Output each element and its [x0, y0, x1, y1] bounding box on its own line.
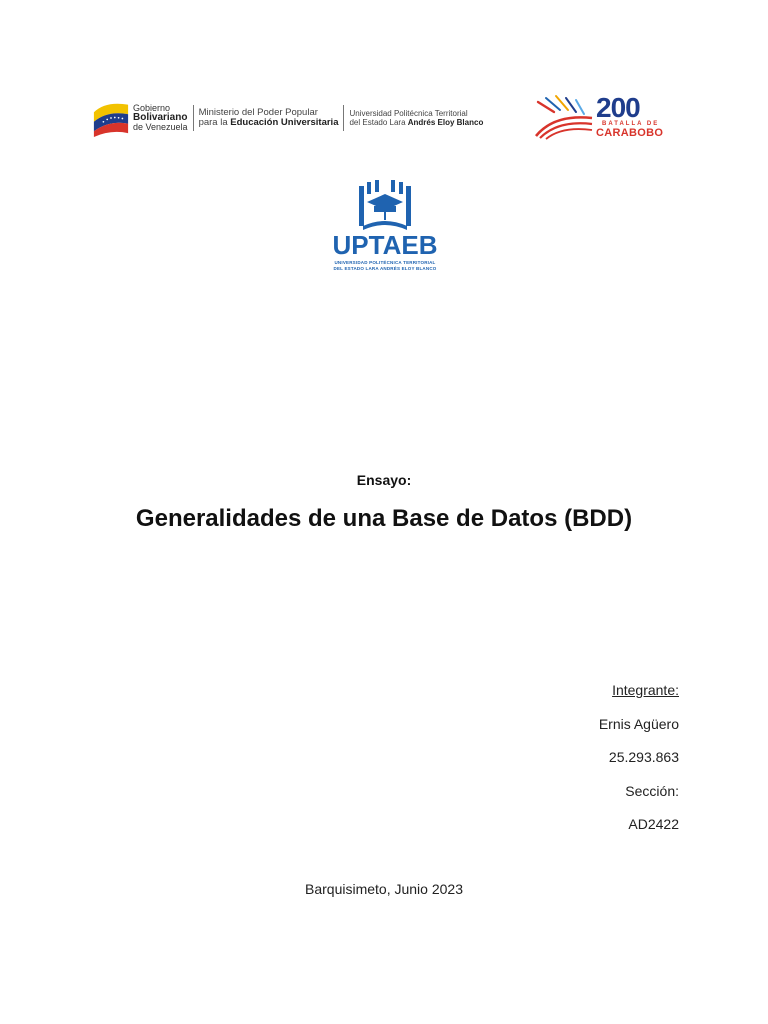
section-label: Sección:: [625, 782, 679, 799]
government-line2: Bolivariano: [133, 112, 188, 123]
bicentennial-number: 200: [596, 92, 640, 123]
ministry-line1: Ministerio del Poder Popular: [198, 107, 318, 118]
place-date: Barquisimeto, Junio 2023: [305, 881, 463, 897]
uptaeb-name: UPTAEB: [332, 230, 438, 260]
bicentennial-subtitle: BATALLA DE: [602, 121, 660, 127]
graduation-cap-building-icon: [330, 180, 440, 232]
document-type-label: Ensayo:: [356, 472, 412, 488]
ministry-line2-prefix: para la: [198, 117, 231, 128]
university-line2-prefix: del Estado Lara: [349, 118, 408, 127]
venezuela-flag-icon: [92, 99, 130, 137]
university-line1: Universidad Politécnica Territorial: [349, 109, 468, 118]
ministry-name: [199, 108, 339, 128]
bicentennial-name: CARABOBO: [596, 127, 664, 139]
divider: [193, 105, 194, 131]
uptaeb-subtitle-line1: UNIVERSIDAD POLITÉCNICA TERRITORIAL: [334, 260, 436, 265]
government-line1: Gobierno: [133, 103, 171, 113]
header-banner: [88, 92, 682, 142]
member-info: [599, 680, 679, 848]
divider: [343, 105, 344, 131]
government-line3: de Venezuela: [133, 122, 188, 132]
member-id: 25.293.863: [608, 749, 679, 765]
government-logo-group: [92, 98, 483, 138]
government-name: [133, 104, 188, 132]
members-heading: Integrante:: [612, 682, 679, 698]
university-line2-bold: Andrés Eloy Blanco: [407, 118, 484, 127]
uptaeb-logo: [330, 180, 440, 276]
section-value: AD2422: [628, 816, 679, 832]
bicentennial-logo: [534, 94, 674, 140]
uptaeb-subtitle-line2: DEL ESTADO LARA ANDRÉS ELOY BLANCO: [333, 266, 437, 271]
ministry-line2-bold: Educación Universitaria: [230, 117, 339, 128]
document-title: Generalidades de una Base de Datos (BDD): [135, 505, 633, 532]
member-name: Ernis Agüero: [598, 715, 679, 732]
university-name: [349, 109, 483, 127]
